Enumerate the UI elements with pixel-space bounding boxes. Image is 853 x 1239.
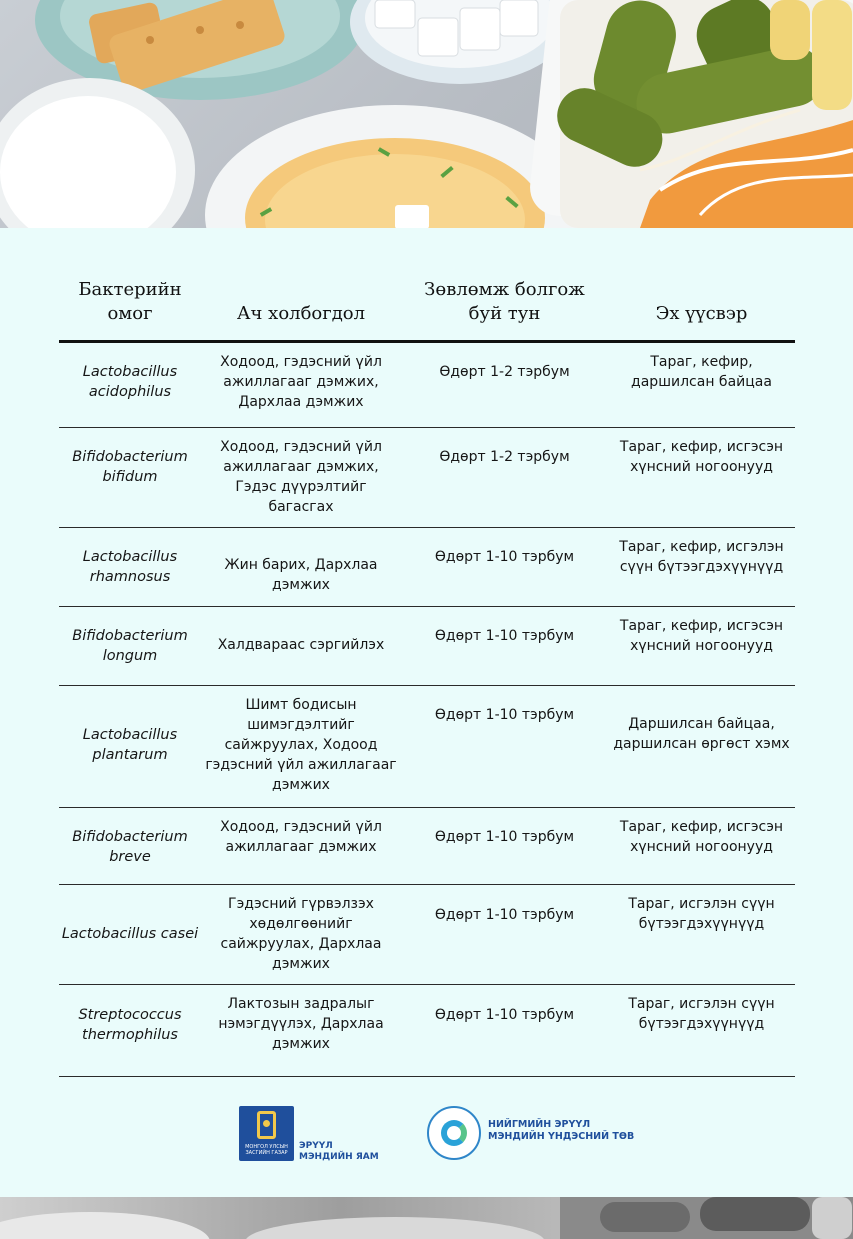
table-row <box>59 808 795 885</box>
table-row <box>59 607 795 686</box>
strain-cell: Lactobacillus acidophilus <box>59 342 201 428</box>
table-header-row <box>59 268 795 342</box>
source-cell: Тараг, кефир, исгэсэн хүнсний ногоонууд <box>608 428 795 528</box>
dose-cell: Өдөрт 1-10 тэрбум <box>401 985 608 1077</box>
column-header-source: Эх үүсвэр <box>608 268 795 342</box>
logos-footer <box>0 1104 853 1174</box>
source-cell: Тараг, исгэлэн сүүн бүтээгдэхүүнүүд <box>608 985 795 1077</box>
dose-cell: Өдөрт 1-2 тэрбум <box>401 342 608 428</box>
benefit-cell: Ходоод, гэдэсний үйл ажиллагааг дэмжих <box>201 808 401 885</box>
source-cell: Тараг, кефир, даршилсан байцаа <box>608 342 795 428</box>
dose-cell: Өдөрт 1-10 тэрбум <box>401 885 608 985</box>
source-cell: Тараг, кефир, исгэлэн сүүн бүтээгдэхүүнүүд <box>608 528 795 607</box>
benefit-cell: Ходоод, гэдэсний үйл ажиллагааг дэмжих, Гэдэс дүүрэлтийг багасгах <box>201 428 401 528</box>
benefit-cell: Лактозын задралыг нэмэгдүүлэх, Дархлаа дэмжих <box>201 985 401 1077</box>
table-row <box>59 985 795 1077</box>
probiotics-table <box>59 268 795 1077</box>
benefit-cell: Гэдэсний гүрвэлзэх хөдөлгөөнийг сайжруулах, Дархлаа дэмжих <box>201 885 401 985</box>
strain-cell: Streptococcus thermophilus <box>59 985 201 1077</box>
source-cell: Тараг, исгэлэн сүүн бүтээгдэхүүнүүд <box>608 885 795 985</box>
dose-cell: Өдөрт 1-10 тэрбум <box>401 808 608 885</box>
food-photo-illustration <box>0 0 853 228</box>
table-row <box>59 686 795 808</box>
dose-cell: Өдөрт 1-2 тэрбум <box>401 428 608 528</box>
source-cell: Даршилсан байцаа, даршилсан өргөст хэмх <box>608 686 795 808</box>
table-row <box>59 885 795 985</box>
strain-cell: Lactobacillus casei <box>59 885 201 985</box>
bottom-photo-illustration <box>0 1197 853 1239</box>
benefit-cell: Халдвараас сэргийлэх <box>201 607 401 686</box>
bottom-food-photo <box>0 1197 853 1239</box>
source-cell: Тараг, кефир, исгэсэн хүнсний ногоонууд <box>608 607 795 686</box>
benefit-cell: Жин барих, Дархлаа дэмжих <box>201 528 401 607</box>
strain-cell: Lactobacillus plantarum <box>59 686 201 808</box>
column-header-benefit: Ач холбогдол <box>201 268 401 342</box>
health-center-name: НИЙГМИЙН ЭРҮҮЛ МЭНДИЙН ҮНДЭСНИЙ ТӨВ <box>488 1119 635 1142</box>
health-center-logo-icon <box>427 1106 481 1160</box>
table-row <box>59 428 795 528</box>
strain-cell: Bifidobacterium breve <box>59 808 201 885</box>
content-panel <box>0 228 853 1197</box>
government-emblem-icon <box>239 1106 294 1161</box>
benefit-cell: Ходоод, гэдэсний үйл ажиллагааг дэмжих, Дархлаа дэмжих <box>201 342 401 428</box>
emblem-caption: МОНГОЛ УЛСЫН ЗАСГИЙН ГАЗАР <box>245 1144 288 1156</box>
dose-cell: Өдөрт 1-10 тэрбум <box>401 607 608 686</box>
hero-food-photo <box>0 0 853 228</box>
strain-cell: Bifidobacterium longum <box>59 607 201 686</box>
strain-cell: Lactobacillus rhamnosus <box>59 528 201 607</box>
strain-cell: Bifidobacterium bifidum <box>59 428 201 528</box>
column-header-dose: Зөвлөмж болгож буй тун <box>401 268 608 342</box>
table-row <box>59 528 795 607</box>
dose-cell: Өдөрт 1-10 тэрбум <box>401 528 608 607</box>
table-row <box>59 342 795 428</box>
source-cell: Тараг, кефир, исгэсэн хүнсний ногоонууд <box>608 808 795 885</box>
column-header-strain: Бактерийн омог <box>59 268 201 342</box>
dose-cell: Өдөрт 1-10 тэрбум <box>401 686 608 808</box>
benefit-cell: Шимт бодисын шимэгдэлтийг сайжруулах, Ходоод гэдэсний үйл ажиллагааг дэмжих <box>201 686 401 808</box>
ministry-name: ЭРҮҮЛ МЭНДИЙН ЯАМ <box>299 1141 379 1162</box>
